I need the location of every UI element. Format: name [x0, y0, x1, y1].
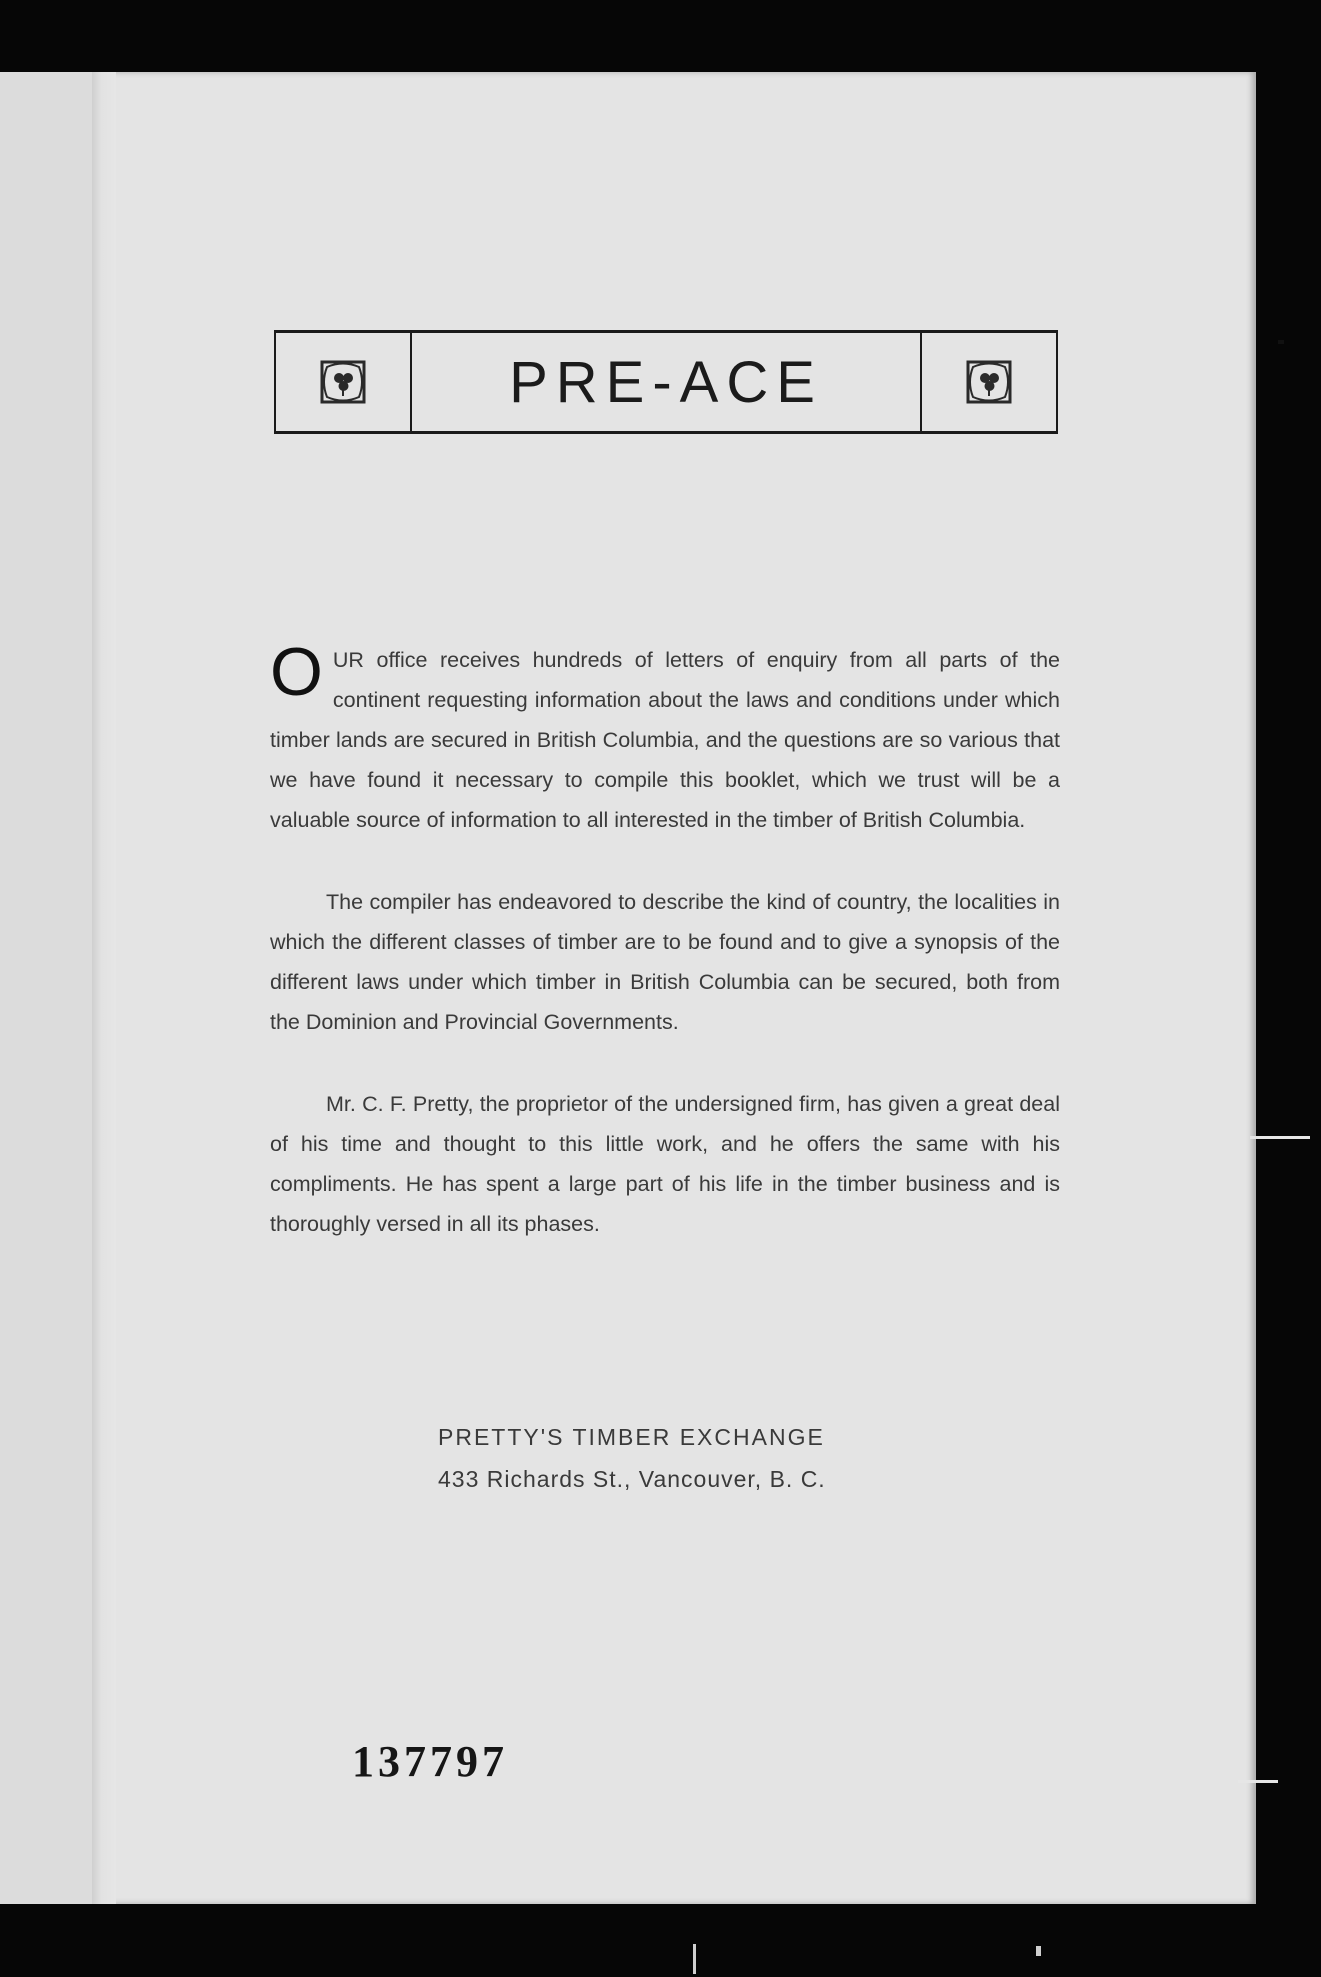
catalog-number: 137797	[352, 1737, 508, 1786]
trefoil-ornament-icon	[317, 358, 369, 406]
banner-ornament-right	[920, 333, 1056, 431]
paragraph-3: Mr. C. F. Pretty, the proprietor of the undersigned firm, has given a great deal of his time and thought to this little work, and he offers the same with his compliments. He has spent a large part of his life in the timber business and is thoroughly versed in all its phases.	[270, 1092, 1060, 1236]
firm-address: 433 Richards St., Vancouver, B. C.	[438, 1466, 826, 1492]
page-gutter	[92, 72, 116, 1904]
drop-cap: O	[270, 634, 323, 710]
preface-body	[270, 634, 1060, 1286]
paragraph-2: The compiler has endeavored to describe the kind of country, the localities in which the different classes of timber are to be found and to give a synopsis of the different laws under which timber in British Columbia can be secured, both from the Dominion and Provincial Governments.	[270, 890, 1060, 1034]
signature-block	[438, 1416, 898, 1500]
scan-speck	[1278, 340, 1284, 344]
scan-speck	[1238, 1780, 1278, 1783]
title-banner	[274, 330, 1058, 434]
paragraph-1-text: UR office receives hundreds of letters of enquiry from all parts of the continent requesting information about the laws and conditions under which timber lands are secured in British Columbia, and the questions are so various that we have found it necessary to compile this booklet, which we trust will be a valuable source of information to all interested in the timber of British Columbia.	[270, 648, 1060, 832]
paragraph-1	[270, 634, 1060, 840]
scan-speck	[693, 1944, 696, 1974]
scan-speck	[1250, 1136, 1310, 1139]
trefoil-ornament-icon	[963, 358, 1015, 406]
banner-ornament-left	[276, 333, 412, 431]
scan-speck	[1036, 1946, 1041, 1956]
firm-name: PRETTY'S TIMBER EXCHANGE	[438, 1424, 825, 1450]
facing-page-edge	[0, 72, 92, 1904]
page-title: PRE-ACE	[509, 349, 823, 415]
